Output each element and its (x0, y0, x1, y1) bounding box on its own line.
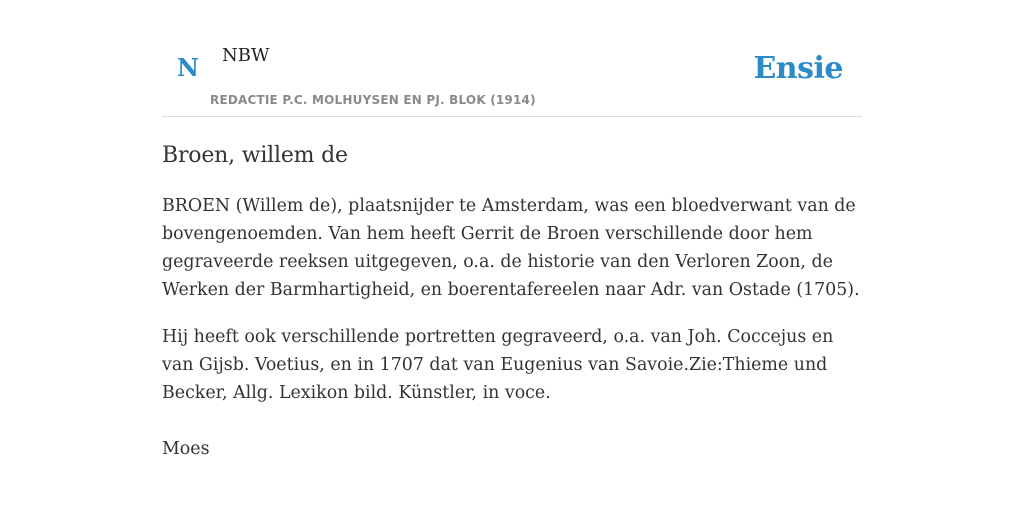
article-author: Moes (162, 439, 210, 459)
site-header (162, 0, 862, 117)
article-paragraph: Hij heeft ook verschillende portretten gegraveerd, o.a. van Joh. Coccejus en van Gijsb. Voetius, en in 1707 dat van Eugenius van Savoie.Zie:Thieme und Becker, Allg. Lexikon bild. Künstler, in voce. (162, 327, 834, 403)
article-title: Broen, willem de (162, 143, 348, 168)
page (162, 0, 862, 512)
brand-logo-link[interactable]: Ensie (753, 51, 843, 86)
source-name[interactable]: NBW (222, 45, 270, 66)
article (162, 142, 862, 463)
source-logo[interactable]: N (177, 53, 199, 82)
source-subtitle: REDACTIE P.C. MOLHUYSEN EN PJ. BLOK (1914) (210, 93, 536, 107)
article-paragraph: BROEN (Willem de), plaatsnijder te Amsterdam, was een bloedverwant van de bovengenoemden. Van hem heeft Gerrit de Broen verschillende door hem gegraveerde reeksen uitgegeven, o.a. de historie van den Verloren Zoon, de Werken der Barmhartigheid, en boerentafereelen naar Adr. van Ostade (1705). (162, 196, 860, 300)
